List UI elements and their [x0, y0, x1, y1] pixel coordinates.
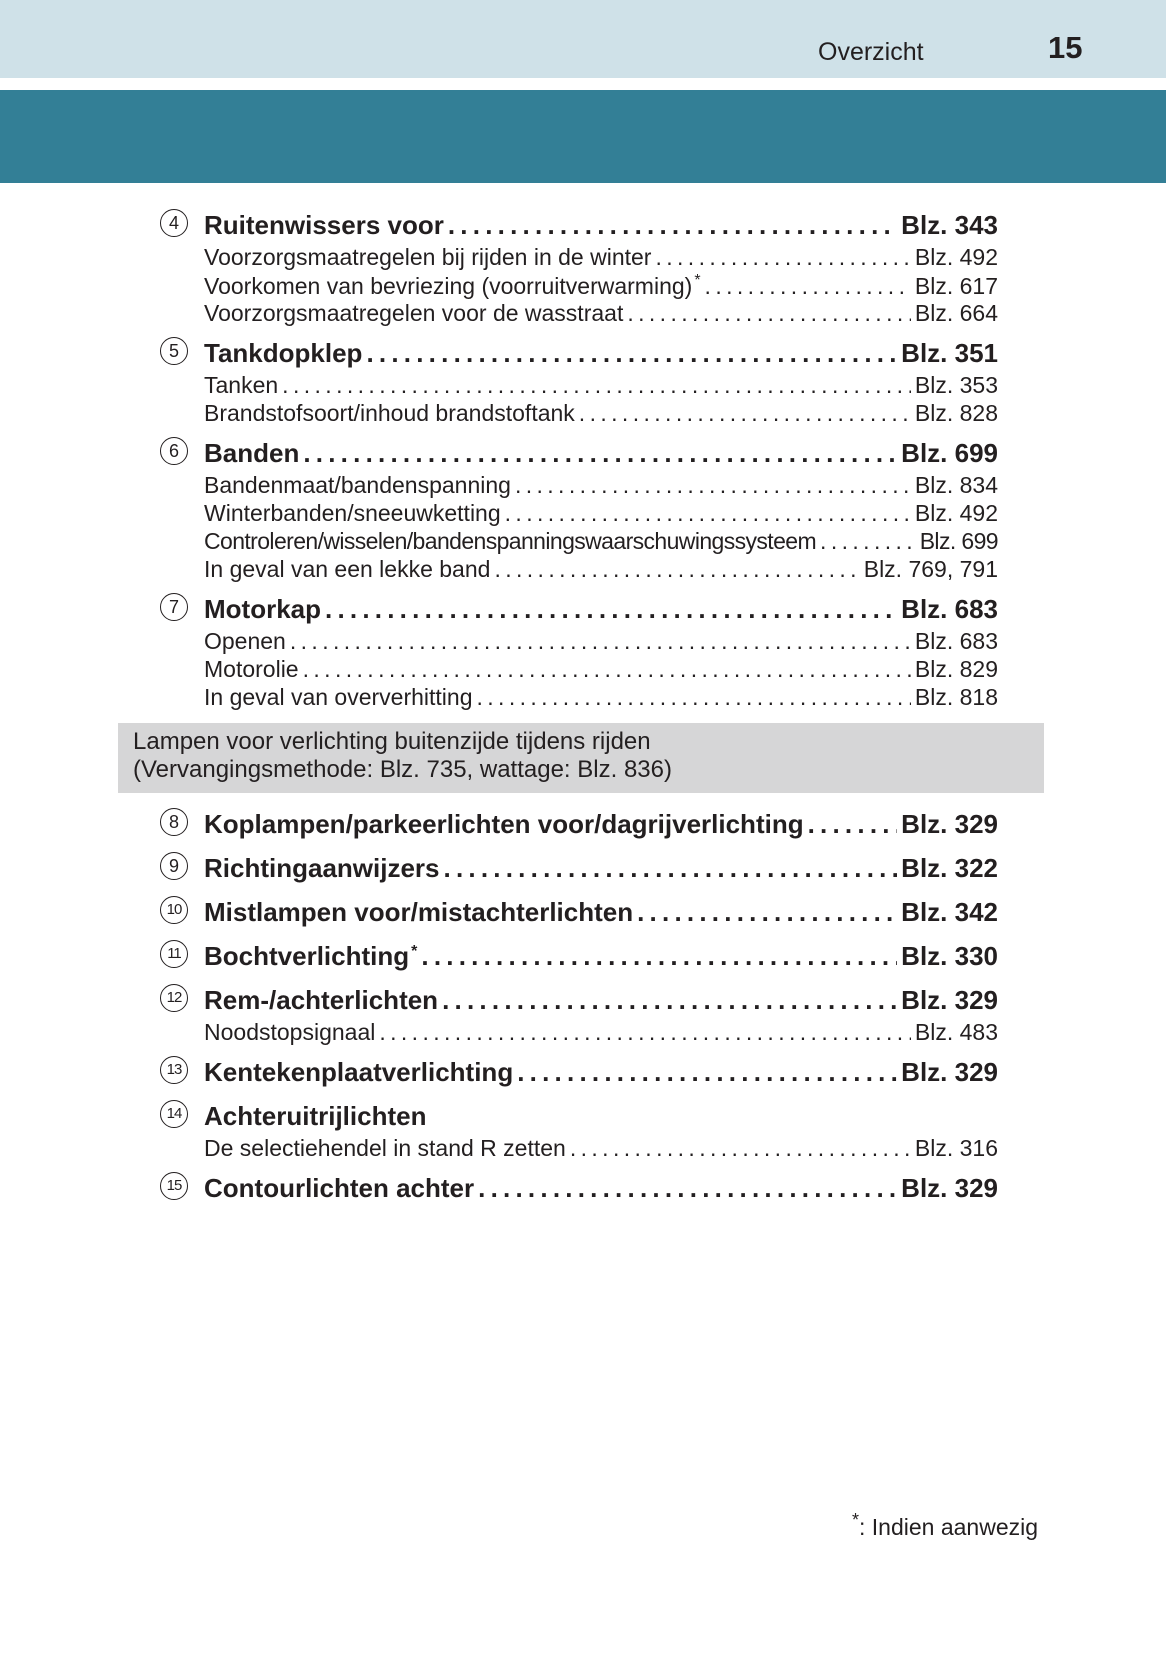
entry-page: Blz. 342 [901, 897, 998, 927]
subentry-label: Controleren/wisselen/bandenspanningswaarschuwingssysteem [204, 528, 817, 554]
entry-label: Rem-/achterlichten [204, 985, 439, 1015]
subentry-label: Brandstofsoort/inhoud brandstoftank [204, 400, 575, 426]
dot-leader [820, 528, 916, 555]
entry-label: Mistlampen voor/mistachterlichten [204, 897, 634, 927]
asterisk-marker: * [852, 1510, 860, 1530]
subentry-page: Blz. 818 [914, 684, 998, 710]
index-entry-rem-achterlichten[interactable] [204, 985, 998, 1015]
index-entry-motorkap[interactable] [204, 594, 998, 624]
subentry-page: Blz. 829 [914, 656, 998, 682]
subentry-page: Blz. 492 [914, 244, 998, 270]
header-accent-bar [0, 90, 1166, 183]
index-subentry[interactable] [204, 272, 998, 300]
entry-label: Richtingaanwijzers [204, 853, 440, 883]
index-entry-tankdopklep[interactable] [204, 338, 998, 368]
dot-leader [303, 438, 897, 469]
dot-leader [627, 300, 911, 327]
subentry-label: In geval van een lekke band [204, 556, 491, 582]
item-number-badge: 8 [160, 808, 188, 836]
dot-leader [478, 1173, 897, 1204]
index-subentry[interactable] [204, 656, 998, 684]
subentry-page: Blz. 699 [919, 528, 998, 554]
item-number-badge: 14 [160, 1100, 188, 1128]
index-entry-mistlampen[interactable] [204, 897, 998, 927]
index-subentry[interactable] [204, 556, 998, 584]
item-number-badge: 9 [160, 852, 188, 880]
entry-page: Blz. 329 [901, 1057, 998, 1087]
dot-leader [655, 244, 910, 271]
dot-leader [808, 809, 898, 840]
dot-leader [379, 1019, 911, 1046]
index-entry-ruitenwissers[interactable] [204, 210, 998, 240]
asterisk-marker: * [411, 943, 418, 960]
subentry-page: Blz. 483 [914, 1019, 998, 1045]
dot-leader [515, 472, 911, 499]
subentry-label: De selectiehendel in stand R zetten [204, 1135, 566, 1161]
entry-label: Banden [204, 438, 300, 468]
subentry-label: Openen [204, 628, 286, 654]
item-number-badge: 15 [160, 1172, 188, 1200]
subentry-label: Voorzorgsmaatregelen voor de wasstraat [204, 300, 624, 326]
lamp-section-heading: Lampen voor verlichting buitenzijde tijdens rijden [133, 728, 651, 755]
dot-leader [570, 1135, 911, 1162]
dot-leader [290, 628, 911, 655]
index-entry-contourlichten[interactable] [204, 1173, 998, 1203]
item-number-badge: 13 [160, 1056, 188, 1084]
index-entry-richtingaanwijzers[interactable] [204, 853, 998, 883]
index-entry-achteruitrijlichten[interactable] [204, 1101, 998, 1131]
entry-page: Blz. 351 [901, 338, 998, 368]
page-number: 15 [1048, 30, 1083, 65]
entry-label: Contourlichten achter [204, 1173, 475, 1203]
dot-leader [444, 853, 898, 884]
entry-page: Blz. 329 [901, 985, 998, 1015]
dot-leader [705, 273, 911, 300]
dot-leader [517, 1057, 897, 1088]
index-subentry[interactable] [204, 684, 998, 712]
entry-label: Motorkap [204, 594, 321, 624]
index-entry-bochtverlichting[interactable] [204, 941, 998, 971]
subentry-label: Motorolie [204, 656, 299, 682]
index-subentry[interactable] [204, 300, 998, 328]
dot-leader [303, 656, 911, 683]
entry-page: Blz. 329 [901, 809, 998, 839]
subentry-label: In geval van oververhitting [204, 684, 473, 710]
index-subentry[interactable] [204, 1019, 998, 1047]
entry-label: Koplampen/parkeerlichten voor/dagrijverlichting [204, 809, 804, 839]
item-number-badge: 5 [160, 337, 188, 365]
subentry-page: Blz. 683 [914, 628, 998, 654]
dot-leader [442, 985, 897, 1016]
subentry-label: Voorzorgsmaatregelen bij rijden in de winter [204, 244, 652, 270]
index-subentry[interactable] [204, 1135, 998, 1163]
subentry-page: Blz. 353 [914, 372, 998, 398]
item-number-badge: 10 [160, 896, 188, 924]
section-title: Overzicht [818, 38, 924, 66]
index-entry-koplampen[interactable] [204, 809, 998, 839]
item-number-badge: 6 [160, 437, 188, 465]
item-number-badge: 12 [160, 984, 188, 1012]
entry-label: Kentekenplaatverlichting [204, 1057, 514, 1087]
entry-page: Blz. 699 [901, 438, 998, 468]
index-subentry[interactable] [204, 500, 998, 528]
index-subentry[interactable] [204, 628, 998, 656]
item-number-badge: 7 [160, 593, 188, 621]
entry-label: Ruitenwissers voor [204, 210, 444, 240]
header-band [0, 0, 1166, 78]
index-subentry[interactable] [204, 528, 998, 556]
dot-leader [421, 941, 897, 972]
dot-leader [325, 594, 897, 625]
index-entry-kentekenplaatverlichting[interactable] [204, 1057, 998, 1087]
entry-label: Achteruitrijlichten [204, 1101, 427, 1131]
subentry-page: Blz. 617 [914, 273, 998, 299]
subentry-label: Bandenmaat/bandenspanning [204, 472, 511, 498]
index-subentry[interactable] [204, 372, 998, 400]
dot-leader [448, 210, 897, 241]
dot-leader [579, 400, 911, 427]
dot-leader [494, 556, 859, 583]
item-number-badge: 11 [160, 940, 188, 968]
dot-leader [282, 372, 911, 399]
item-number-badge: 4 [160, 209, 188, 237]
dot-leader [366, 338, 897, 369]
subentry-label: Tanken [204, 372, 279, 398]
subentry-page: Blz. 769, 791 [863, 556, 998, 582]
entry-page: Blz. 329 [901, 1173, 998, 1203]
subentry-page: Blz. 664 [914, 300, 998, 326]
dot-leader [637, 897, 897, 928]
subentry-page: Blz. 492 [914, 500, 998, 526]
entry-label: Tankdopklep [204, 338, 363, 368]
footnote [852, 1510, 1038, 1541]
index-subentry[interactable] [204, 472, 998, 500]
subentry-label: Winterbanden/sneeuwketting [204, 500, 501, 526]
entry-page: Blz. 683 [901, 594, 998, 624]
subentry-page: Blz. 828 [914, 400, 998, 426]
entry-page: Blz. 343 [901, 210, 998, 240]
entry-page: Blz. 322 [901, 853, 998, 883]
dot-leader [505, 500, 911, 527]
index-entry-banden[interactable] [204, 438, 998, 468]
index-subentry[interactable] [204, 244, 998, 272]
footnote-text: : Indien aanwezig [859, 1514, 1039, 1540]
subentry-label: Voorkomen van bevriezing (voorruitverwarming) [204, 273, 693, 299]
entry-label: Bochtverlichting [204, 941, 410, 971]
entry-page: Blz. 330 [901, 941, 998, 971]
lamp-section-note: (Vervangingsmethode: Blz. 735, wattage: Blz. 836) [133, 756, 672, 783]
index-subentry[interactable] [204, 400, 998, 428]
subentry-page: Blz. 834 [914, 472, 998, 498]
subentry-label: Noodstopsignaal [204, 1019, 376, 1045]
asterisk-marker: * [694, 272, 701, 289]
header-divider [0, 78, 1166, 90]
subentry-page: Blz. 316 [914, 1135, 998, 1161]
dot-leader [477, 684, 911, 711]
